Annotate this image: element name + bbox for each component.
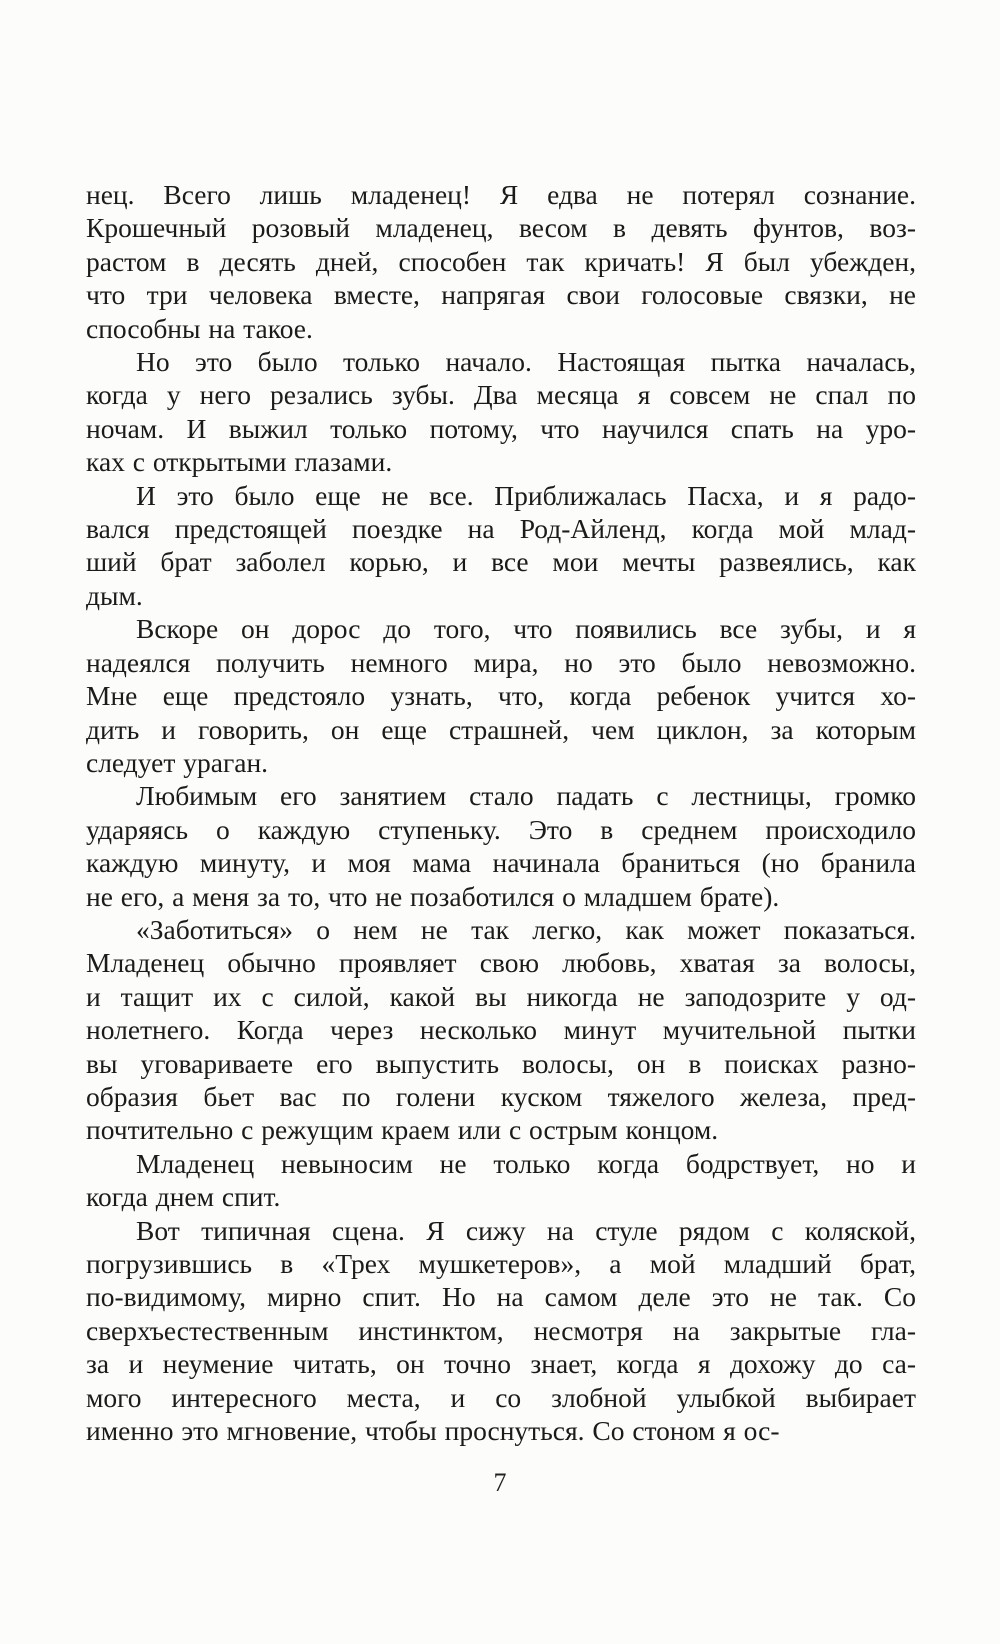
text-line: Любимым его занятием стало падать с лестницы, громко (136, 780, 916, 812)
text-line: что три человека вместе, напрягая свои голосовые связки, не (86, 279, 916, 311)
text-line: ударяясь о каждую ступеньку. Это в среднем происходило (86, 813, 916, 845)
text-line: когда днем спит. (86, 1181, 281, 1213)
text-line: по-видимому, мирно спит. Но на самом деле это не так. Со (86, 1281, 916, 1313)
text-line: не его, а меня за то, что не позаботился о младшем брате). (86, 880, 780, 912)
text-line: почтительно с режущим краем или с острым концом. (86, 1114, 719, 1146)
text-line: Мне еще предстояло узнать, что, когда ребенок учится хо- (86, 680, 916, 712)
text-line: каждую минуту, и моя мама начинала браниться (но бранила (86, 847, 916, 879)
text-line: вался предстоящей поездке на Род-Айленд, когда мой млад- (86, 513, 916, 545)
text-line: погрузившись в «Трех мушкетеров», а мой младший брат, (86, 1248, 916, 1279)
text-line: именно это мгновение, чтобы проснуться. Со стоном я ос- (86, 1415, 780, 1447)
text-line: способны на такое. (86, 312, 313, 344)
text-line: Младенец невыносим не только когда бодрствует, но и (136, 1147, 916, 1179)
text-line: и тащит их с силой, какой вы никогда не заподозрите у од- (86, 980, 916, 1012)
text-line: Но это было только начало. Настоящая пытка началась, (136, 346, 916, 378)
text-line: нолетнего. Когда через несколько минут мучительной пытки (86, 1014, 916, 1046)
text-line: ший брат заболел корью, и все мои мечты развеялись, как (86, 546, 916, 578)
text-line: дым. (86, 579, 143, 611)
text-line: образия бьет вас по голени куском тяжелого железа, пред- (86, 1080, 916, 1112)
text-line: И это было еще не все. Приближалась Пасха, и я радо- (136, 479, 916, 511)
text-line: вы уговариваете его выпустить волосы, он в поисках разно- (86, 1047, 916, 1079)
text-line: Вскоре он дорос до того, что появились все зубы, и я (136, 613, 916, 645)
text-line: сверхъестественным инстинктом, несмотря на закрытые гла- (86, 1314, 916, 1346)
text-line: Младенец обычно проявляет свою любовь, хватая за волосы, (86, 947, 916, 979)
text-line: дить и говорить, он еще страшней, чем циклон, за которым (86, 713, 916, 745)
text-line: за и неумение читать, он точно знает, когда я дохожу до са- (86, 1348, 916, 1380)
text-line: Вот типичная сцена. Я сижу на стуле рядом с коляской, (136, 1214, 916, 1246)
page-number: 7 (493, 1468, 507, 1497)
page-text (86, 178, 916, 1447)
text-line: ночам. И выжил только потому, что научился спать на уро- (86, 412, 916, 444)
text-line: мого интересного места, и со злобной улыбкой выбирает (86, 1381, 916, 1413)
text-line: ках с открытыми глазами. (86, 446, 393, 478)
text-line: Крошечный розовый младенец, весом в девять фунтов, воз- (86, 212, 916, 244)
text-line: надеялся получить немного мира, но это было невозможно. (86, 646, 916, 678)
text-line: «Заботиться» о нем не так легко, как может показаться. (136, 913, 916, 945)
text-line: нец. Всего лишь младенец! Я едва не потерял сознание. (86, 179, 916, 210)
text-line: когда у него резались зубы. Два месяца я совсем не спал по (86, 379, 916, 411)
text-line: растом в десять дней, способен так кричать! Я был убежден, (86, 245, 916, 277)
text-line: следует ураган. (86, 746, 269, 778)
